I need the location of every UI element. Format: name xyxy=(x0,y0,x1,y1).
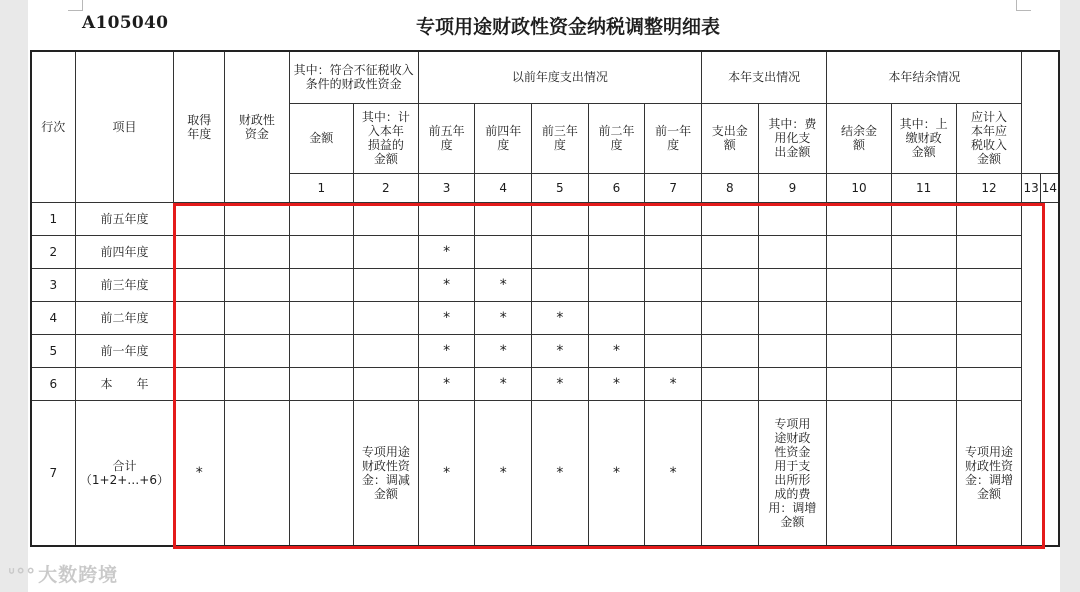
table-cell xyxy=(891,268,956,301)
table-cell xyxy=(289,301,353,334)
table-cell xyxy=(891,367,956,400)
table-cell xyxy=(645,334,702,367)
table-cell xyxy=(174,367,225,400)
table-cell xyxy=(588,202,645,235)
table-row xyxy=(31,400,1059,546)
row-number: 3 xyxy=(31,268,75,301)
column-number: 5 xyxy=(532,173,589,202)
table-cell xyxy=(956,235,1022,268)
table-cell xyxy=(827,202,892,235)
column-number: 4 xyxy=(475,173,532,202)
table-cell xyxy=(758,268,827,301)
table-cell xyxy=(289,202,353,235)
table-cell xyxy=(645,235,702,268)
row-number: 5 xyxy=(31,334,75,367)
watermark-text: 大数跨境 xyxy=(38,564,119,586)
table-cell xyxy=(701,400,758,546)
table-cell xyxy=(956,334,1022,367)
table-cell xyxy=(701,202,758,235)
table-cell: 专项用途 财政性资 金：调减 金额 xyxy=(353,400,418,546)
table-cell xyxy=(225,334,289,367)
table-cell xyxy=(588,301,645,334)
row-number: 4 xyxy=(31,301,75,334)
table-cell xyxy=(827,400,892,546)
table-cell xyxy=(225,301,289,334)
table-cell xyxy=(588,235,645,268)
table-cell: * xyxy=(475,367,532,400)
table-cell: * xyxy=(475,301,532,334)
column-number: 11 xyxy=(891,173,956,202)
table-cell xyxy=(891,334,956,367)
table-cell xyxy=(701,301,758,334)
table-cell xyxy=(418,202,475,235)
row-item: 本 年 xyxy=(75,367,174,400)
header-prior-5: 前五年 度 xyxy=(418,103,475,173)
table-cell xyxy=(701,268,758,301)
table-cell: * xyxy=(475,400,532,546)
table-cell xyxy=(701,367,758,400)
column-number: 6 xyxy=(588,173,645,202)
row-item: 前二年度 xyxy=(75,301,174,334)
header-current-year-group: 本年支出情况 xyxy=(701,51,826,103)
table-cell: * xyxy=(588,367,645,400)
table-cell: * xyxy=(645,367,702,400)
table-cell: * xyxy=(418,268,475,301)
header-prior-4: 前四年 度 xyxy=(475,103,532,173)
table-cell: * xyxy=(588,334,645,367)
table-cell xyxy=(532,268,589,301)
header-expenditure-amount: 支出金 额 xyxy=(701,103,758,173)
table-cell xyxy=(353,367,418,400)
table-cell xyxy=(827,367,892,400)
table-cell xyxy=(353,235,418,268)
column-number: 10 xyxy=(827,173,892,202)
table-cell xyxy=(588,268,645,301)
table-cell: * xyxy=(418,367,475,400)
row-item: 前五年度 xyxy=(75,202,174,235)
table-row xyxy=(31,367,1059,400)
table-cell xyxy=(891,301,956,334)
table-cell: * xyxy=(532,367,589,400)
table-cell xyxy=(701,334,758,367)
table-cell xyxy=(225,400,289,546)
table-cell xyxy=(827,268,892,301)
column-number: 12 xyxy=(956,173,1022,202)
table-cell: * xyxy=(418,235,475,268)
row-item: 前一年度 xyxy=(75,334,174,367)
table-cell xyxy=(956,301,1022,334)
row-item: 前四年度 xyxy=(75,235,174,268)
table-cell xyxy=(225,367,289,400)
table-cell xyxy=(353,334,418,367)
wechat-bubbles-icon: ᐡ°° xyxy=(8,565,37,586)
table-cell: * xyxy=(645,400,702,546)
table-cell xyxy=(225,268,289,301)
table-cell xyxy=(827,301,892,334)
table-cell xyxy=(289,367,353,400)
table-row xyxy=(31,334,1059,367)
table-cell: 专项用途 财政性资 金：调增 金额 xyxy=(956,400,1022,546)
table-row xyxy=(31,301,1059,334)
column-number: 7 xyxy=(645,173,702,202)
table-cell xyxy=(225,202,289,235)
watermark xyxy=(8,560,118,587)
header-prior-3: 前三年 度 xyxy=(532,103,589,173)
table-cell xyxy=(956,202,1022,235)
column-number: 9 xyxy=(758,173,827,202)
column-number: 8 xyxy=(701,173,758,202)
table-cell xyxy=(758,235,827,268)
table-cell xyxy=(758,202,827,235)
table-cell: * xyxy=(588,400,645,546)
table-cell xyxy=(353,301,418,334)
header-item: 项目 xyxy=(75,51,174,202)
table-cell xyxy=(956,367,1022,400)
header-amount: 金额 xyxy=(289,103,353,173)
table-cell xyxy=(174,301,225,334)
header-prior-years-group: 以前年度支出情况 xyxy=(418,51,701,103)
table-cell xyxy=(289,400,353,546)
header-remitted-amount: 其中：上 缴财政 金额 xyxy=(891,103,956,173)
table-row xyxy=(31,235,1059,268)
table-row xyxy=(31,268,1059,301)
header-amount-in-pl: 其中：计 入本年 损益的 金额 xyxy=(353,103,418,173)
table-cell xyxy=(289,235,353,268)
table-cell xyxy=(891,202,956,235)
header-taxable-amount: 应计入 本年应 税收入 金额 xyxy=(956,103,1022,173)
table-cell xyxy=(475,235,532,268)
table-cell xyxy=(758,334,827,367)
table-cell xyxy=(758,367,827,400)
table-row xyxy=(31,202,1059,235)
table-cell: * xyxy=(418,301,475,334)
header-balance-group: 本年结余情况 xyxy=(827,51,1022,103)
form-title: 专项用途财政性资金纳税调整明细表 xyxy=(415,16,720,38)
row-number: 6 xyxy=(31,367,75,400)
column-number: 1 xyxy=(289,173,353,202)
form-code: A105040 xyxy=(82,13,169,33)
table-cell xyxy=(174,202,225,235)
header-prior-1: 前一年 度 xyxy=(645,103,702,173)
table-cell: * xyxy=(475,268,532,301)
row-item: 前三年度 xyxy=(75,268,174,301)
table-cell xyxy=(353,202,418,235)
column-number: 14 xyxy=(1040,173,1059,202)
table-cell xyxy=(532,235,589,268)
table-cell xyxy=(174,268,225,301)
header-acquired-year: 取得 年度 xyxy=(174,51,225,202)
table-cell: * xyxy=(418,400,475,546)
table-cell xyxy=(289,334,353,367)
table-cell xyxy=(645,268,702,301)
header-nontaxable-group: 其中：符合不征税收入条件的财政性资金 xyxy=(289,51,418,103)
table-cell xyxy=(827,334,892,367)
crop-mark xyxy=(68,0,83,11)
row-number: 2 xyxy=(31,235,75,268)
crop-mark xyxy=(1016,0,1031,11)
table-cell xyxy=(891,400,956,546)
adjustment-detail-table xyxy=(30,50,1060,547)
table-cell: * xyxy=(174,400,225,546)
column-number: 3 xyxy=(418,173,475,202)
header-balance-amount: 结余金 额 xyxy=(827,103,892,173)
table-cell xyxy=(174,235,225,268)
table-cell: * xyxy=(475,334,532,367)
table-cell xyxy=(891,235,956,268)
table-cell: * xyxy=(532,334,589,367)
row-item: 合计 （1+2+…+6） xyxy=(75,400,174,546)
table-cell xyxy=(645,202,702,235)
table-cell: * xyxy=(418,334,475,367)
table-cell xyxy=(353,268,418,301)
table-cell xyxy=(645,301,702,334)
table-cell xyxy=(475,202,532,235)
header-prior-2: 前二年 度 xyxy=(588,103,645,173)
table-cell xyxy=(225,235,289,268)
table-cell xyxy=(827,235,892,268)
header-row-number: 行次 xyxy=(31,51,75,202)
header-fiscal-funds: 财政性 资金 xyxy=(225,51,289,202)
header-expensed-amount: 其中：费 用化支 出金额 xyxy=(758,103,827,173)
table-cell: 专项用 途财政 性资金 用于支 出所形 成的费 用：调增 金额 xyxy=(758,400,827,546)
table-cell xyxy=(956,268,1022,301)
form-page xyxy=(28,0,1060,592)
column-number: 13 xyxy=(1022,173,1040,202)
row-number: 1 xyxy=(31,202,75,235)
table-cell: * xyxy=(532,400,589,546)
table-cell xyxy=(758,301,827,334)
table-cell: * xyxy=(532,301,589,334)
table-cell xyxy=(289,268,353,301)
row-number: 7 xyxy=(31,400,75,546)
table-cell xyxy=(532,202,589,235)
table-cell xyxy=(174,334,225,367)
table-cell xyxy=(701,235,758,268)
column-number: 2 xyxy=(353,173,418,202)
